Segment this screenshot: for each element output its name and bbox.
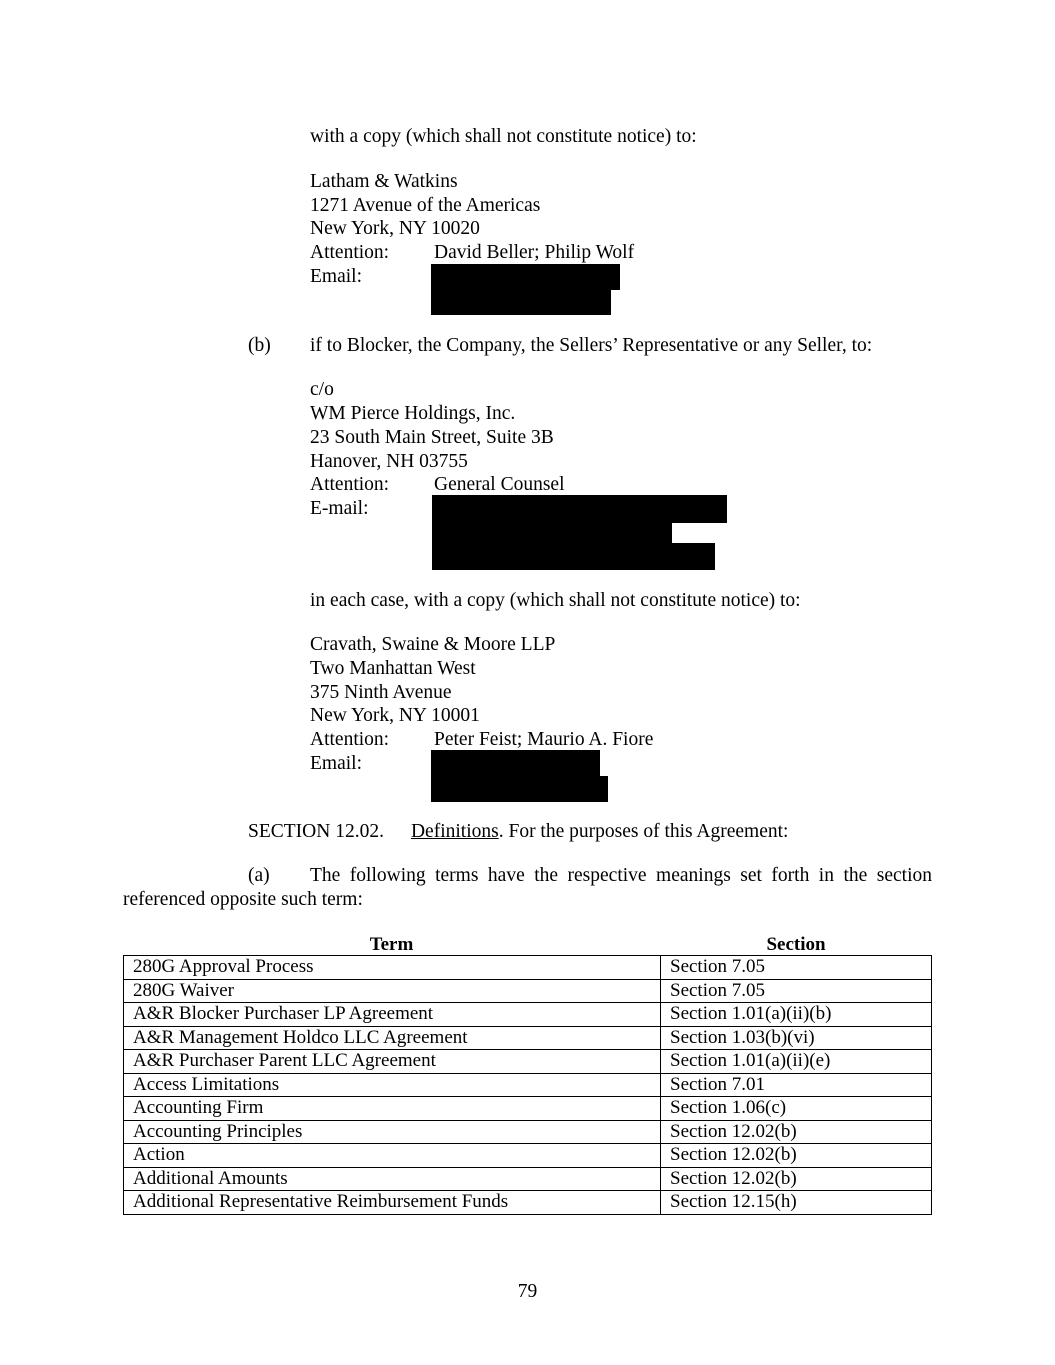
notice-copy-intro: in each case, with a copy (which shall not constitute notice) to: [310,590,801,611]
table-row [124,1191,932,1215]
table-row [124,1050,932,1074]
table-row [124,979,932,1003]
attention-label: Attention: [310,242,390,263]
attention-value: General Counsel [434,474,565,495]
paragraph-marker: (a) [248,865,270,886]
address-line: 1271 Avenue of the Americas [310,195,541,216]
term-cell: Action [124,1144,661,1168]
law-firm-name: Latham & Watkins [310,171,458,192]
address-line: Hanover, NH 03755 [310,451,468,472]
term-cell: Additional Representative Reimbursement Funds [124,1191,661,1215]
section-cell: Section 1.01(a)(ii)(e) [661,1050,932,1074]
address-line: Two Manhattan West [310,658,476,679]
term-cell: 280G Waiver [124,979,661,1003]
section-cell: Section 7.01 [661,1073,932,1097]
table-row [124,1003,932,1027]
section-number: SECTION 12.02. [248,821,384,842]
table-row [124,1120,932,1144]
company-name: WM Pierce Holdings, Inc. [310,403,516,424]
table-row [124,1144,932,1168]
redaction-box [431,264,620,290]
page-number: 79 [517,1281,538,1302]
redaction-box [431,776,608,802]
redaction-box [432,521,672,545]
attention-label: Attention: [310,729,390,750]
section-cell: Section 7.05 [661,979,932,1003]
attention-label: Attention: [310,474,390,495]
redaction-box [431,288,611,315]
column-header-term: Term [369,934,414,955]
section-heading [248,820,788,844]
section-text: . For the purposes of this Agreement: [498,821,789,842]
clause-marker: (b) [248,335,271,356]
table-row [124,1097,932,1121]
paragraph-text: The following terms have the respective meanings set forth in the section [310,865,932,886]
table-row [124,1026,932,1050]
redaction-box [431,750,600,778]
address-line: New York, NY 10001 [310,705,480,726]
law-firm-name: Cravath, Swaine & Moore LLP [310,634,556,655]
redaction-box [432,495,727,523]
term-cell: 280G Approval Process [124,956,661,980]
term-cell: Access Limitations [124,1073,661,1097]
term-cell: A&R Purchaser Parent LLC Agreement [124,1050,661,1074]
clause-text: if to Blocker, the Company, the Sellers’ Representative or any Seller, to: [310,335,873,356]
section-title: Definitions [410,821,499,842]
attention-value: Peter Feist; Maurio A. Fiore [434,729,654,750]
redaction-box [432,543,715,570]
section-cell: Section 12.15(h) [661,1191,932,1215]
address-line: 375 Ninth Avenue [310,682,452,703]
paragraph-text: referenced opposite such term: [123,889,363,910]
term-cell: Accounting Firm [124,1097,661,1121]
email-label: Email: [310,753,362,774]
section-cell: Section 1.01(a)(ii)(b) [661,1003,932,1027]
term-cell: A&R Management Holdco LLC Agreement [124,1026,661,1050]
section-cell: Section 12.02(b) [661,1167,932,1191]
section-cell: Section 12.02(b) [661,1144,932,1168]
table-row [124,1167,932,1191]
address-line: 23 South Main Street, Suite 3B [310,427,554,448]
care-of: c/o [310,379,334,400]
email-label: Email: [310,266,362,287]
term-cell: Additional Amounts [124,1167,661,1191]
attention-value: David Beller; Philip Wolf [434,242,635,263]
section-cell: Section 1.03(b)(vi) [661,1026,932,1050]
table-row [124,956,932,980]
table-row [124,1073,932,1097]
section-cell: Section 7.05 [661,956,932,980]
column-header-section: Section [766,934,826,955]
notice-copy-intro: with a copy (which shall not constitute notice) to: [310,126,697,147]
email-label: E-mail: [310,498,369,519]
term-cell: Accounting Principles [124,1120,661,1144]
term-cell: A&R Blocker Purchaser LP Agreement [124,1003,661,1027]
definitions-table [123,955,932,1215]
address-line: New York, NY 10020 [310,218,480,239]
section-cell: Section 1.06(c) [661,1097,932,1121]
section-cell: Section 12.02(b) [661,1120,932,1144]
